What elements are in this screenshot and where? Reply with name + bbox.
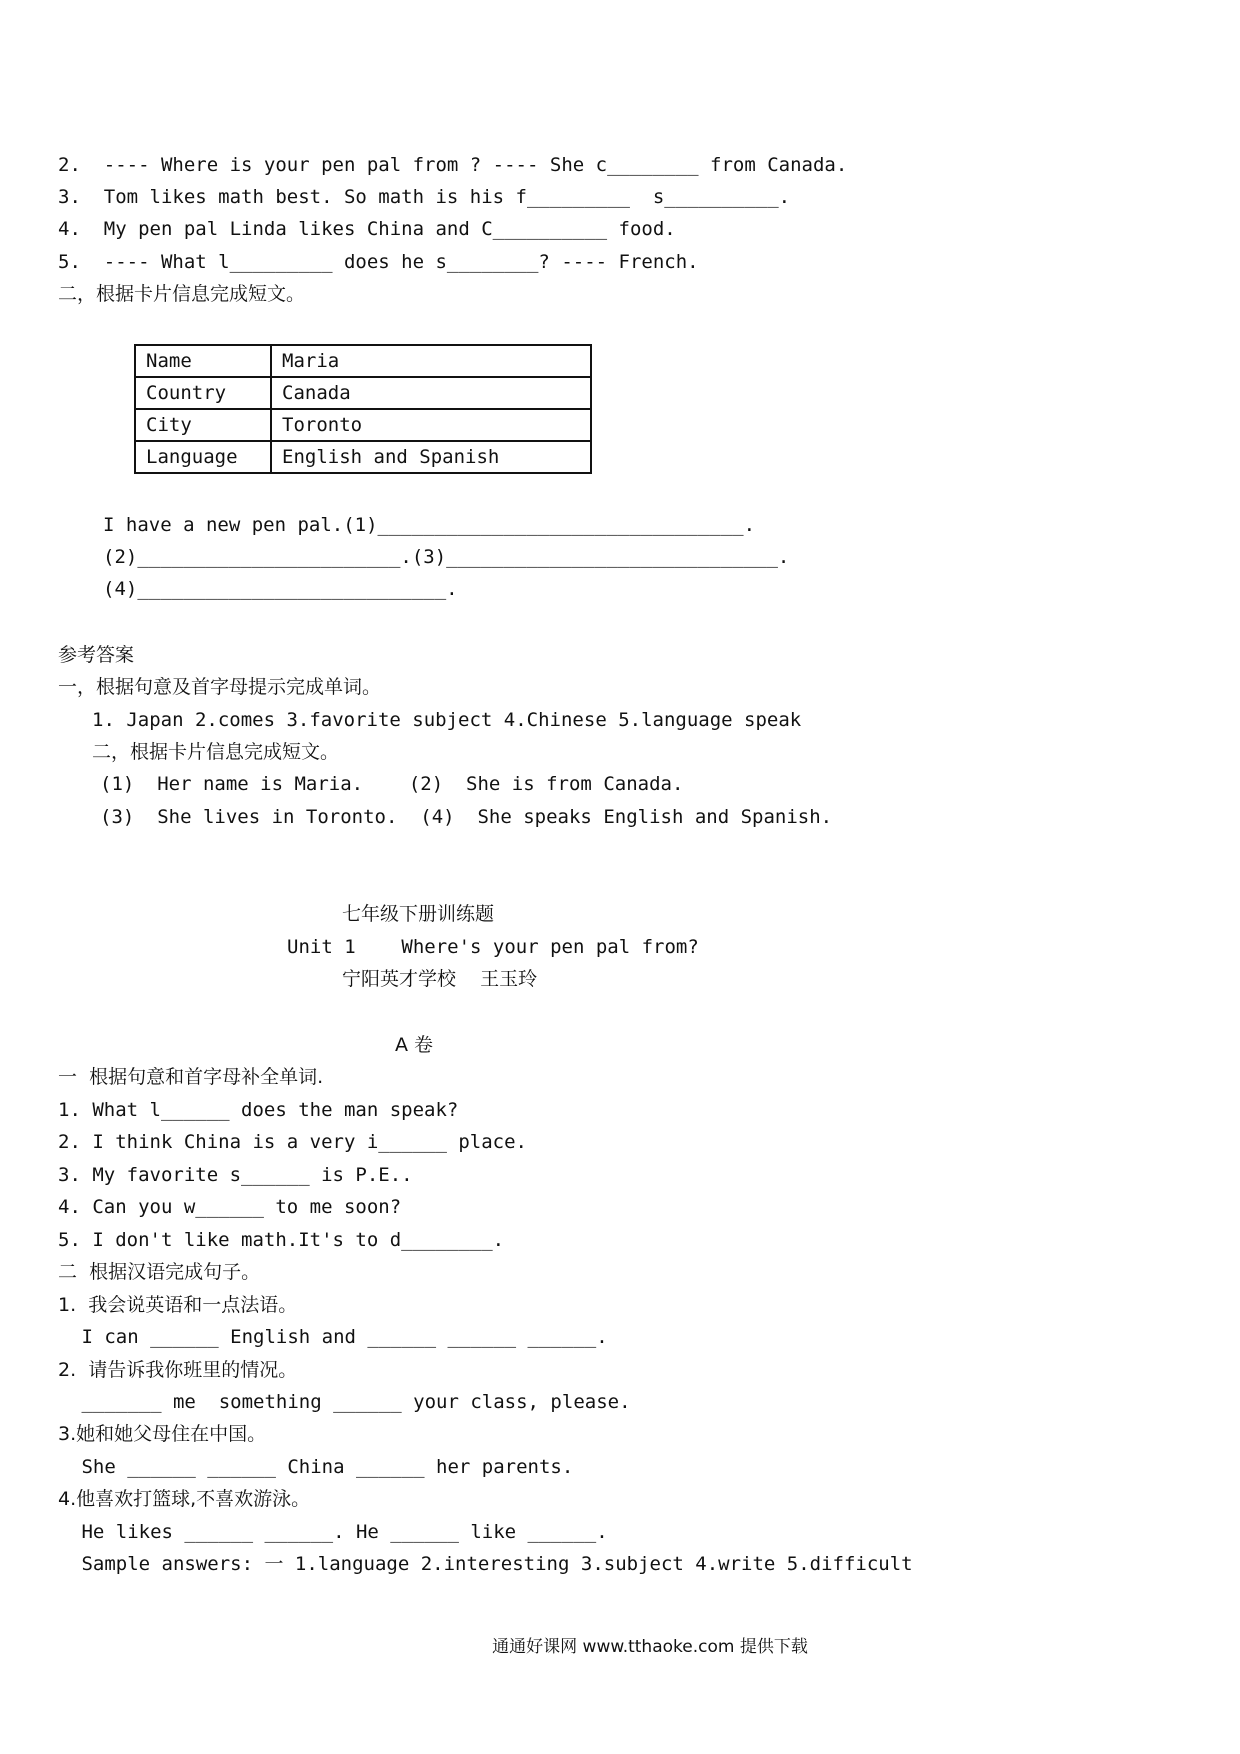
card-key: Name [135,345,271,377]
card-key: City [135,409,271,441]
passage-line-3: (4)___________________________. [103,578,458,600]
paper-a-item-1: 1. What l______ does the man speak? [58,1099,459,1121]
card-row [135,345,591,377]
info-card-table [134,344,592,474]
paper-a-item-4: 4. Can you w______ to me soon? [58,1196,402,1218]
card-key: Language [135,441,271,473]
answers-line-1: (1) Her name is Maria. (2) She is from Canada. [100,773,684,795]
paper-title: 七年级下册训练题 [342,903,495,925]
section2-title: 二，根据卡片信息完成短文。 [58,283,306,305]
paper-a-item-3: 3. My favorite s______ is P.E.. [58,1164,413,1186]
page-footer: 通通好课网 www.tthaoke.com 提供下载 [492,1637,808,1657]
sample-answers: Sample answers: 一 1.language 2.interesting 3.subject 4.write 5.difficult [70,1553,913,1575]
translation-en-1: I can ______ English and ______ ______ ______. [70,1326,608,1348]
school-author: 宁阳英才学校 王玉玲 [342,968,538,990]
translation-en-3: She ______ ______ China ______ her parents. [70,1456,574,1478]
answers-section1-list: 1. Japan 2.comes 3.favorite subject 4.Chinese 5.language speak [92,709,802,731]
card-value: Maria [271,345,591,377]
translation-en-2: _______ me something ______ your class, please. [70,1391,631,1413]
card-value: Canada [271,377,591,409]
passage-line-2: (2)_______________________.(3)_____________________________. [103,546,790,568]
card-value: Toronto [271,409,591,441]
card-key: Country [135,377,271,409]
translation-en-4: He likes ______ ______. He ______ like ______. [70,1521,608,1543]
paper-a-section2-title: 二 根据汉语完成句子。 [58,1261,261,1283]
answers-section1-title: 一，根据句意及首字母提示完成单词。 [58,676,382,698]
translation-zh-4: 4.他喜欢打篮球,不喜欢游泳。 [58,1488,311,1510]
exercise-line-3: 3. Tom likes math best. So math is his f_________ s__________. [58,186,791,208]
card-row [135,409,591,441]
translation-zh-1: 1. 我会说英语和一点法语。 [58,1294,298,1316]
exercise-line-4: 4. My pen pal Linda likes China and C__________ food. [58,218,676,240]
answers-line-2: (3) She lives in Toronto. (4) She speaks English and Spanish. [100,806,833,828]
paper-a-title: A 卷 [395,1034,434,1056]
card-value: English and Spanish [271,441,591,473]
answers-section2-title: 二，根据卡片信息完成短文。 [92,741,340,763]
translation-zh-3: 3.她和她父母住在中国。 [58,1423,267,1445]
paper-a-item-5: 5. I don't like math.It's to d________. [58,1229,505,1251]
card-row [135,441,591,473]
exercise-line-2: 2. ---- Where is your pen pal from ? ---- She c________ from Canada. [58,154,848,176]
translation-zh-2: 2. 请告诉我你班里的情况。 [58,1359,298,1381]
passage-line-1: I have a new pen pal.(1)________________________________. [103,514,756,536]
unit-title: Unit 1 Where's your pen pal from? [287,936,699,958]
paper-a-section1-title: 一 根据句意和首字母补全单词. [58,1066,324,1088]
exercise-line-5: 5. ---- What l_________ does he s________? ---- French. [58,251,699,273]
card-row [135,377,591,409]
paper-a-item-2: 2. I think China is a very i______ place. [58,1131,527,1153]
answers-heading: 参考答案 [58,644,135,666]
